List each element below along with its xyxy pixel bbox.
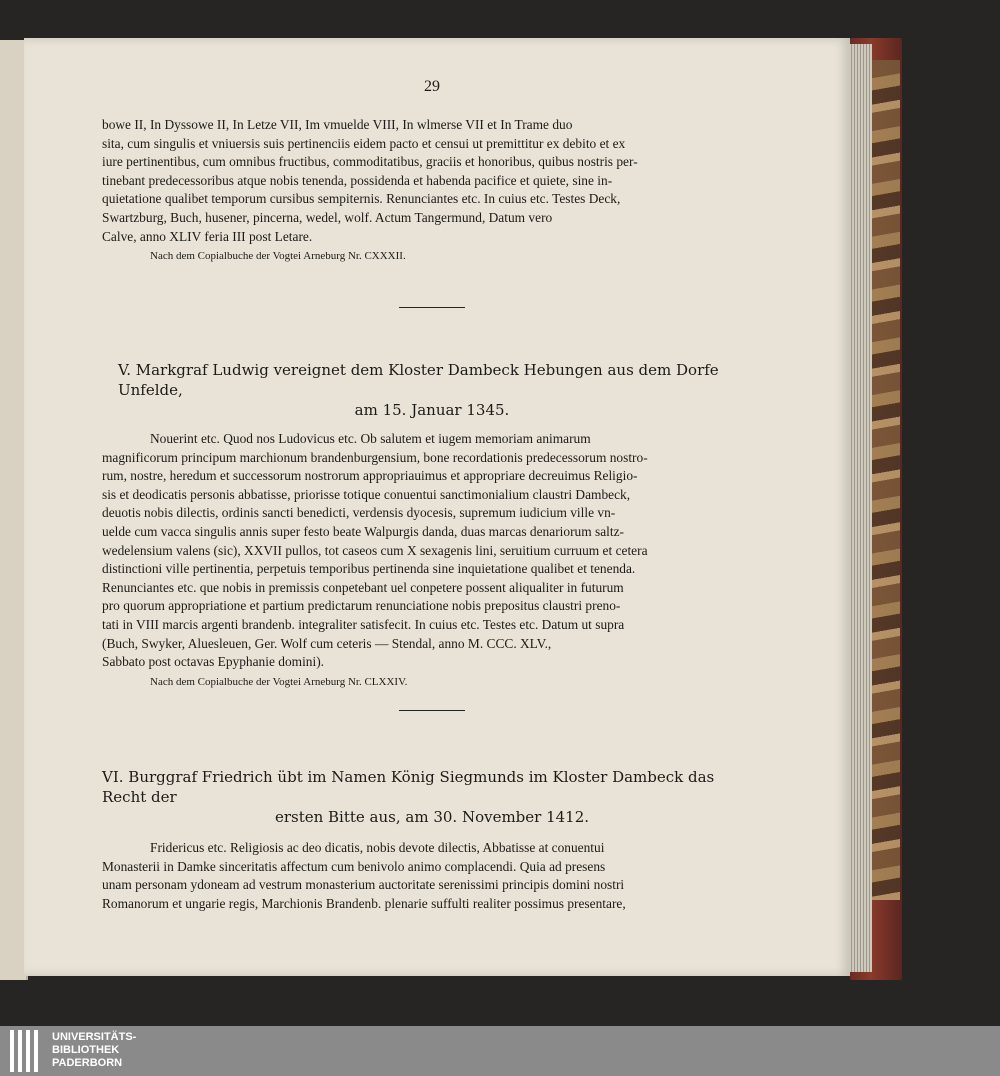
text-line: rum, nostre, heredum et successorum nostrorum appropriauimus et appropriare decreuimus Religio- [102, 468, 638, 484]
text-line: deuotis nobis dilectis, ordinis sancti benedicti, verdensis dyocesis, supremum iudicium ville vn- [102, 505, 616, 521]
logo-line: BIBLIOTHEK [52, 1044, 120, 1056]
text-line: Monasterii in Damke sinceritatis affectum cum benivolo animo complacendi. Quia ad presens [102, 858, 606, 874]
text-line: unam personam ydoneam ad vestrum monasterium auctoritate serenissimi principis domini nostri [102, 877, 625, 893]
continuation-block [102, 116, 762, 262]
text-line: distinctioni ville pertinentia, perpetuis temporibus pertinenda sine inquietatione qualibet et tenenda. [102, 561, 636, 577]
section-vi [102, 767, 762, 913]
library-name [52, 1031, 136, 1070]
marbled-edge [872, 60, 900, 900]
section-heading: VI. Burggraf Friedrich übt im Namen König Siegmunds im Kloster Dambeck das Recht der [102, 768, 715, 806]
section-divider [399, 710, 465, 711]
text-line: Nouerint etc. Quod nos Ludovicus etc. Ob salutem et iugem memoriam animarum [150, 431, 591, 446]
text-line: sis et deodicatis personis abbatisse, priorisse totique conuentui sanctimonialium claustri Dambeck, [102, 486, 631, 502]
text-line: tati in VIII marcis argenti brandenb. integraliter satisfecit. In cuius etc. Testes etc. Datum ut supra [102, 616, 625, 632]
text-line: tinebant predecessoribus atque nobis tenenda, possidenda et habenda pacifice et quiete, sine in- [102, 172, 613, 188]
text-line: uelde cum vacca singulis annis super festo beate Walpurgis danda, duas marcas denariorum saltz- [102, 523, 624, 539]
text-line: Swartzburg, Buch, husener, pincerna, wedel, wolf. Actum Tangermund, Datum vero [102, 209, 553, 225]
logo-line: UNIVERSITÄTS- [52, 1031, 137, 1043]
text-line: wedelensium valens (sic), XXVII pullos, tot caseos cum X sexagenis lini, seruitium curruum et cetera [102, 542, 648, 558]
section-date: ersten Bitte aus, am 30. November 1412. [274, 808, 590, 826]
text-line: pro quorum appropriatione et partium predictarum renunciatione nobis prepositus claustri preno- [102, 598, 621, 614]
library-logo-bar [0, 1026, 1000, 1076]
section-date: am 15. Januar 1345. [354, 401, 510, 419]
source-note: Nach dem Copialbuche der Vogtei Arneburg Nr. CXXXII. [150, 250, 406, 263]
text-line: iure pertinentibus, cum omnibus fructibus, commoditatibus, graciis et honoribus, quibus nostris per- [102, 154, 638, 170]
text-line: Sabbato post octavas Epyphanie domini). [102, 654, 325, 670]
library-logo-icon [10, 1030, 46, 1072]
text-line: (Buch, Swyker, Aluesleuen, Ger. Wolf cum ceteris — Stendal, anno M. CCC. XLV., [102, 635, 552, 651]
section-heading: V. Markgraf Ludwig vereignet dem Kloster Dambeck Hebungen aus dem Dorfe Unfelde, [118, 361, 719, 399]
page-number: 29 [424, 78, 440, 95]
book-page [24, 38, 850, 976]
text-line: Calve, anno XLIV feria III post Letare. [102, 228, 313, 244]
text-line: bowe II, In Dyssowe II, In Letze VII, Im vmuelde VIII, In wlmerse VII et In Trame duo [102, 117, 573, 132]
text-line: quietatione qualibet temporum cursibus sempiternis. Renunciantes etc. In cuius etc. Testes Deck, [102, 191, 621, 207]
text-line: Renunciantes etc. que nobis in premissis conpetebant uel conpetere possent aliqualiter in futurum [102, 579, 624, 595]
source-note: Nach dem Copialbuche der Vogtei Arneburg Nr. CLXXIV. [150, 675, 408, 688]
section-v [102, 360, 762, 688]
text-line: sita, cum singulis et vniuersis suis pertinenciis eidem pacto et censui ut premittitur ex debito et ex [102, 135, 626, 151]
section-divider [399, 307, 465, 308]
logo-line: PADERBORN [52, 1057, 123, 1069]
text-line: Romanorum et ungarie regis, Marchionis Brandenb. plenarie suffulti realiter possimus presentare, [102, 895, 626, 911]
text-line: Fridericus etc. Religiosis ac deo dicatis, nobis devote dilectis, Abbatisse at conuentui [150, 840, 605, 855]
text-line: magnificorum principum marchionum brandenburgensium, bone recordationis predecessorum nostro- [102, 449, 648, 465]
